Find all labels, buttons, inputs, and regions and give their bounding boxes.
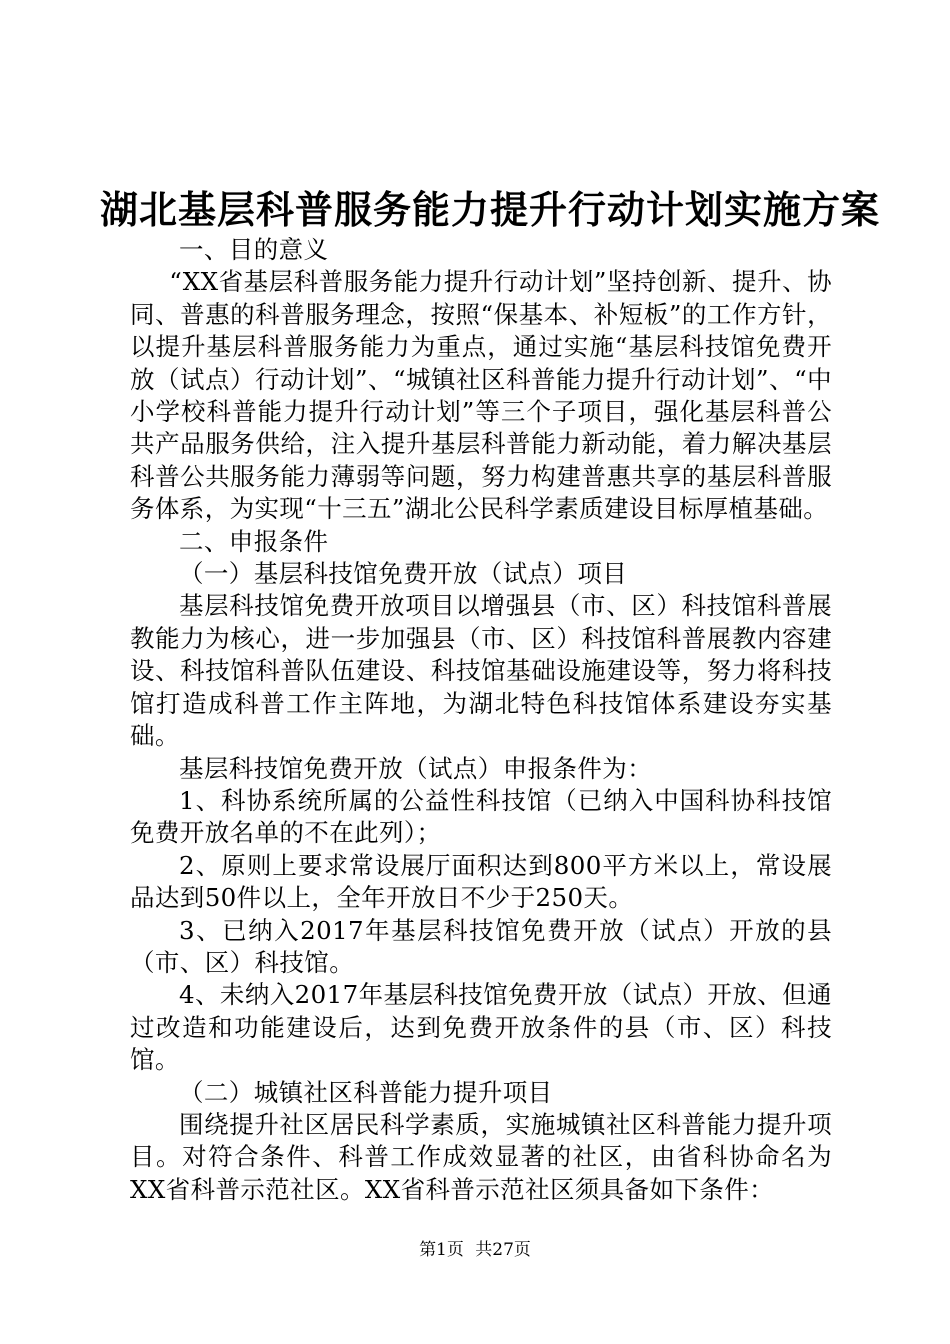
page-footer [0,1238,950,1262]
document-title: 湖北基层科普服务能力提升行动计划实施方案 [100,187,881,232]
list-item-condition-4: 4、未纳入2017年基层科技馆免费开放（试点）开放、但通过改造和功能建设后，达到免费开放条件的县（市、区）科技馆。 [130,980,832,1075]
list-item-condition-2: 2、原则上要求常设展厅面积达到800平方米以上，常设展品达到50件以上，全年开放日不少于250天。 [130,850,832,913]
subsection-heading-museum: （一）基层科技馆免费开放（试点）项目 [179,559,628,589]
paragraph-museum: 基层科技馆免费开放项目以增强县（市、区）科技馆科普展教能力为核心，进一步加强县（市、区）科技馆科普展教内容建设、科技馆科普队伍建设、科技馆基础设施建设等，努力将科技馆打造成科普工作主阵地，为湖北特色科技馆体系建设夯实基础。 [130,591,832,751]
list-item-condition-3: 3、已纳入2017年基层科技馆免费开放（试点）开放的县（市、区）科技馆。 [130,915,832,977]
page-total: 共27页 [475,1240,531,1260]
paragraph-museum-conditions-intro: 基层科技馆免费开放（试点）申报条件为： [179,753,653,783]
section-heading-purpose: 一、目的意义 [179,235,329,264]
section-heading-conditions: 二、申报条件 [179,526,329,556]
paragraph-community: 围绕提升社区居民科学素质，实施城镇社区科普能力提升项目。对符合条件、科普工作成效显著的社区，由省科协命名为XX省科普示范社区。XX省科普示范社区须具备如下条件： [130,1109,832,1204]
page-number: 第1页 [419,1240,464,1260]
subsection-heading-community: （二）城镇社区科普能力提升项目 [179,1077,553,1107]
paragraph-purpose: “XX省基层科普服务能力提升行动计划”坚持创新、提升、协同、普惠的科普服务理念，按照“保基本、补短板”的工作方针，以提升基层科普服务能力为重点，通过实施“基层科技馆免费开放（试点）行动计划”、“城镇社区科普能力提升行动计划”、“中小学校科普能力提升行动计划”等三个子项目，强化基层科普公共产品服务供给，注入提升基层科普能力新动能，着力解决基层科普公共服务能力薄弱等问题，努力构建普惠共享的基层科普服务体系，为实现“十三五”湖北公民科学素质建设目标厚植基础。 [130,267,832,524]
document-body [130,234,832,1206]
list-item-condition-1: 1、科协系统所属的公益性科技馆（已纳入中国科协科技馆免费开放名单的不在此列）； [130,785,832,848]
